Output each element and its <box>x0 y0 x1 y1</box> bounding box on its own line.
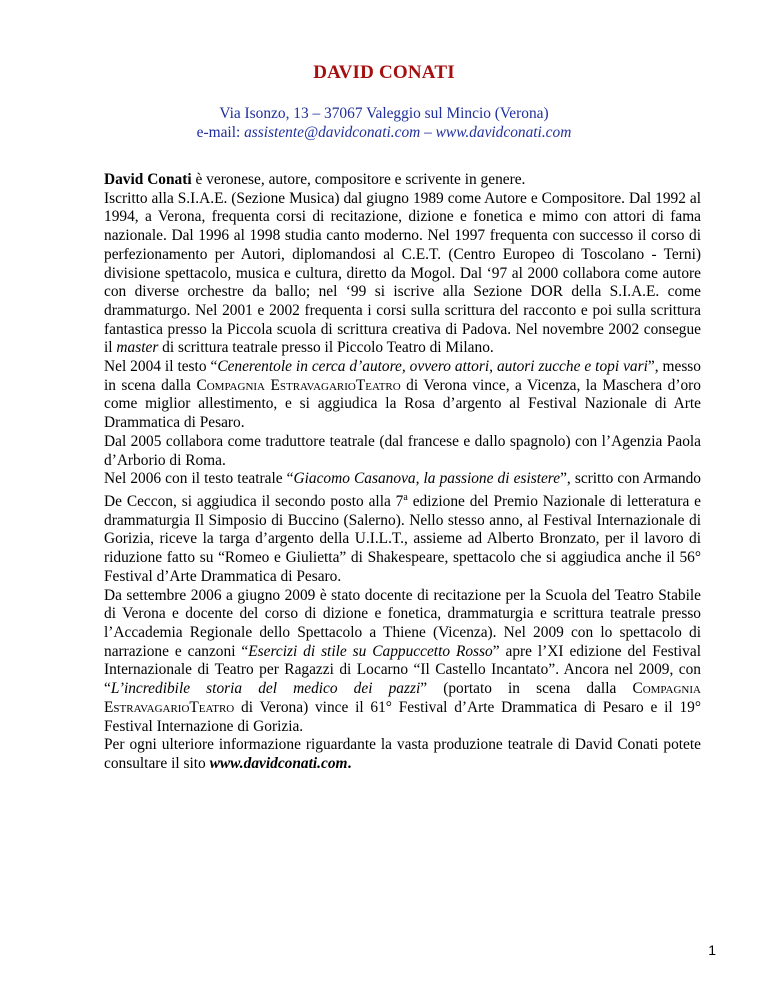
p6-text-b: ” apre l’XI edizione del Festival Internazionale di Teatro per Ragazzi di Locarno “Il Castello Incantato”. Ancora nel 2009, con “ <box>104 642 701 698</box>
p7-text-a: Per ogni ulteriore informazione riguardante la vasta produzione teatrale di David Conati potete consultare il sito <box>104 736 701 772</box>
email-line <box>0 123 768 142</box>
intro-text: è veronese, autore, compositore e scrivente in genere. <box>191 171 526 188</box>
author-name: David Conati <box>104 171 192 188</box>
p3-text-b: ”, messo in scena dalla <box>104 358 701 394</box>
contact-block <box>0 104 768 142</box>
p5-text-c: edizione del Premio Nazionale di letteratura e drammaturgia Il Simposio di Buccino (Salerno). Nello stesso anno, al Festival Internazionale di Gorizia, riceve la targa d’argento della U.I.L.T., assieme ad Alberto Bronzato, per il lavoro di riduzione fatto su “Romeo e Giulietta” di Shakespeare, spettacolo che si aggiudica anche il 56° Festival d’Arte Drammatica di Pesaro. <box>104 493 702 585</box>
page-number: 1 <box>708 942 716 958</box>
paragraph-2005 <box>104 433 701 470</box>
casanova-title: Giacomo Casanova, la passione di esistere <box>293 470 561 488</box>
esercizi-title: Esercizi di stile su Cappuccetto Rosso <box>248 642 493 660</box>
p5-text-b: ”, scritto con Armando De Ceccon, si aggiudica il secondo posto alla 7 <box>104 470 701 511</box>
closing-period: . <box>347 754 352 772</box>
ordinal-superscript: a <box>403 491 408 503</box>
p3-text-a: Nel 2004 il testo “ <box>104 358 218 376</box>
education-text: Iscritto alla S.I.A.E. (Sezione Musica) dal giugno 1989 come Autore e Compositore. Dal 1992 al 1994, a Verona, frequenta corsi di recitazione, dizione e fonetica e mimo con attori di fama nazionale. Dal 1996 al 1998 studia canto moderno. Nel 1997 frequenta con successo il corso di perfezionamento per Autori, diplomandosi al C.E.T. (Centro Europeo di Toscolano - Terni) divisione spettacolo, musica e cultura, diretto da Mogol. Dal ‘97 al 2000 collabora come autore con diverse orchestre da ballo; nel ‘99 si iscrive alla Sezione DOR della S.I.A.E. come drammaturgo. Nel 2001 e 2002 frequenta i corsi sulla scrittura del racconto e poi sulla scrittura fantastica presso la Piccola scuola di scrittura creativa di Padova. Nel novembre 2002 consegue il <box>104 189 701 357</box>
closing-website-link[interactable]: www.davidconati.com <box>209 754 348 772</box>
email-link[interactable]: assistente@davidconati.com <box>244 124 421 141</box>
address-line: Via Isonzo, 13 – 37067 Valeggio sul Mincio (Verona) <box>219 105 549 122</box>
master-word: master <box>116 339 159 357</box>
biography-text <box>104 171 701 774</box>
page-title: DAVID CONATI <box>313 62 455 83</box>
company-name: Compagnia EstravagarioTeatro <box>196 376 401 394</box>
paragraph-2006 <box>104 470 701 586</box>
education-end: di scrittura teatrale presso il Piccolo Teatro di Milano. <box>158 339 494 357</box>
paragraph-teaching <box>104 587 701 737</box>
website-separator: – <box>420 124 436 141</box>
paragraph-intro <box>104 171 701 190</box>
p6-text-d: di Verona) vince il 61° Festival d’Arte Drammatica di Pesaro e il 19° Festival Internazione di Gorizia. <box>104 698 701 735</box>
p6-text-a: Da settembre 2006 a giugno 2009 è stato docente di recitazione per la Scuola del Teatro Stabile di Verona e docente del corso di dizione e fonetica, drammaturgia e scrittura teatrale presso l’Accademia Regionale dello Spettacolo a Thiene (Vicenza). Nel 2009 con lo spettacolo di narrazione e canzoni “ <box>104 586 701 660</box>
p6-text-c: ” (portato in scena dalla <box>420 680 633 698</box>
p4-text: Dal 2005 collabora come traduttore teatrale (dal francese e dallo spagnolo) con l’Agenzia Paola d’Arborio di Roma. <box>104 432 701 469</box>
website-link[interactable]: www.davidconati.com <box>435 124 572 141</box>
p5-text-a: Nel 2006 con il testo teatrale “ <box>104 470 294 488</box>
cenerentole-title: Cenerentole in cerca d’autore, ovvero attori, autori zucche e topi vari <box>217 358 648 376</box>
company-name-2: Compagnia EstravagarioTeatro <box>104 680 701 716</box>
paragraph-education <box>104 190 701 358</box>
p3-text-c: di Verona vince, a Vicenza, la Maschera d’oro come miglior allestimento, e si aggiudica la Rosa d’argento al Festival Nazionale di Arte Drammatica di Pesaro. <box>104 376 701 432</box>
incredibile-title: L’incredibile storia del medico dei pazzi <box>110 680 421 698</box>
paragraph-2004 <box>104 358 701 433</box>
paragraph-closing <box>104 736 701 773</box>
email-prefix: e-mail: <box>196 124 245 141</box>
